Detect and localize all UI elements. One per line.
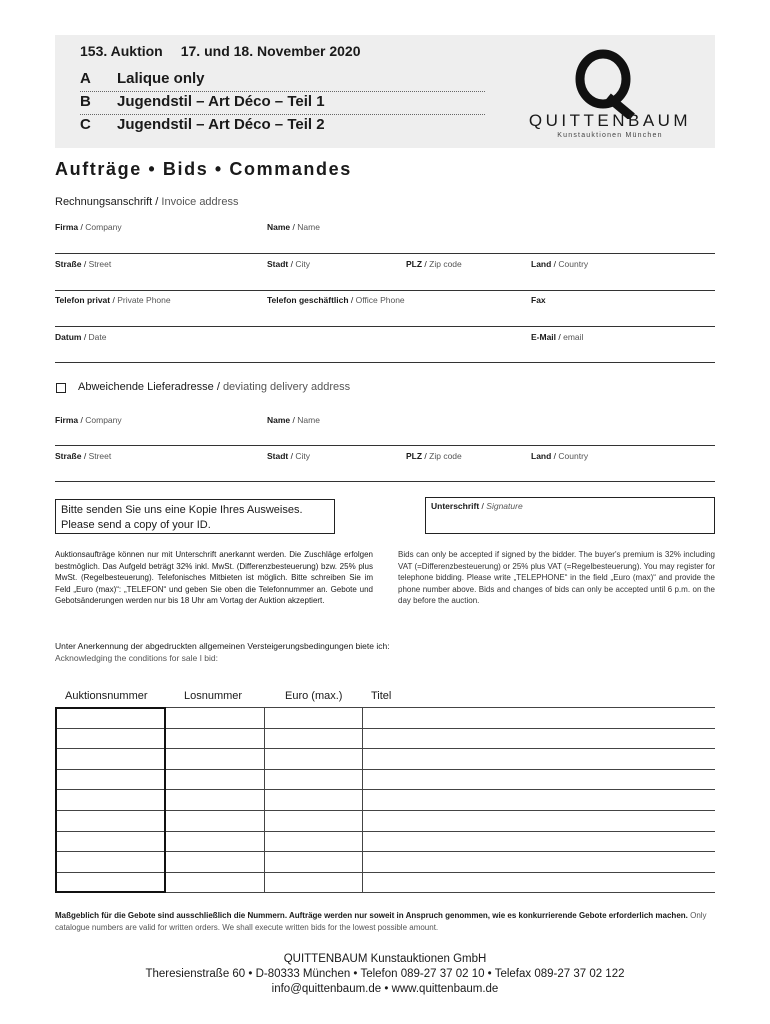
field-label-en: Zip code bbox=[429, 451, 462, 461]
footer-contact: info@quittenbaum.de • www.quittenbaum.de bbox=[271, 983, 499, 995]
invoice-name-field[interactable]: Name / Name bbox=[267, 222, 320, 232]
invoice-address-label: Rechnungsanschrift / Invoice address bbox=[55, 196, 239, 208]
field-label-en: Office Phone bbox=[355, 295, 405, 305]
field-label: PLZ bbox=[406, 451, 423, 461]
field-underline bbox=[55, 290, 715, 291]
field-label-en: Company bbox=[85, 222, 122, 232]
invoice-street-field[interactable]: Straße / Street bbox=[55, 259, 112, 269]
id-notice-de: Bitte senden Sie uns eine Kopie Ihres Ausweises. bbox=[61, 504, 303, 516]
field-label-en: Street bbox=[88, 259, 112, 269]
field-label-en: Country bbox=[558, 451, 589, 461]
field-label: Land bbox=[531, 451, 552, 461]
section-letter: A bbox=[80, 70, 91, 87]
signature-field[interactable]: Unterschrift / Signature bbox=[425, 497, 715, 534]
field-label-en: Zip code bbox=[429, 259, 462, 269]
acknowledge-text bbox=[55, 640, 390, 664]
field-label-en: Private Phone bbox=[117, 295, 171, 305]
auction-dates: 17. und 18. November 2020 bbox=[180, 43, 361, 59]
terms-german: Auktionsaufträge können nur mit Unterschrift anerkannt werden. Die Zuschläge erfolgen bestmöglich. Das Aufgeld beträgt 32% inkl. MwSt. (Differenzbesteuerung) bzw. 25% plus MwSt. (Regelbesteuerung). Telefonisches Mitbieten ist möglich. Bitte schreiben Sie im Feld „Euro (max)“: „TELEFON“ und geben Sie oben die Telefonnummer an. Gebote und Gebotsänderungen werden nur bis 18 Uhr am Vortag der Auktion akzeptiert. bbox=[55, 550, 373, 606]
field-label: Stadt bbox=[267, 451, 289, 461]
delivery-address-label: Abweichende Lieferadresse / deviating delivery address bbox=[78, 381, 351, 393]
header-banner bbox=[55, 35, 715, 148]
field-label-en: City bbox=[295, 451, 310, 461]
field-underline bbox=[55, 326, 715, 327]
field-label: Fax bbox=[531, 295, 546, 305]
delivery-city-field[interactable]: Stadt / City bbox=[267, 451, 310, 461]
field-underline bbox=[55, 362, 715, 363]
delivery-country-field[interactable]: Land / Country bbox=[531, 451, 589, 461]
invoice-fax-field[interactable] bbox=[531, 295, 546, 305]
invoice-country-field[interactable]: Land / Country bbox=[531, 259, 589, 269]
field-label-en: Street bbox=[88, 451, 112, 461]
signature-label-en: Signature bbox=[486, 501, 523, 511]
invoice-office-phone-field[interactable]: Telefon geschäftlich / Office Phone bbox=[267, 295, 405, 305]
section-label: Jugendstil – Art Déco – Teil 1 bbox=[117, 93, 325, 110]
invoice-private-phone-field[interactable]: Telefon privat / Private Phone bbox=[55, 295, 171, 305]
field-label: Telefon geschäftlich bbox=[267, 295, 349, 305]
label-en: Invoice address bbox=[161, 196, 239, 208]
field-label: Telefon privat bbox=[55, 295, 111, 305]
field-label: Name bbox=[267, 415, 291, 425]
id-notice-en: Please send a copy of your ID. bbox=[61, 519, 211, 531]
catalogue-note bbox=[55, 910, 715, 934]
field-label-en: Name bbox=[297, 222, 320, 232]
auction-line bbox=[80, 43, 361, 59]
field-label: Firma bbox=[55, 222, 79, 232]
section-letter: B bbox=[80, 93, 91, 110]
field-label-en: Company bbox=[85, 415, 122, 425]
field-label: Datum bbox=[55, 332, 82, 342]
label-de: Rechnungsanschrift bbox=[55, 196, 153, 208]
invoice-company-field[interactable]: Firma / Company bbox=[55, 222, 122, 232]
field-label: Straße bbox=[55, 259, 82, 269]
logo-subtitle: Kunstauktionen München bbox=[557, 132, 663, 139]
note-de: Maßgeblich für die Gebote sind ausschließlich die Nummern. Aufträge werden nur soweit in Anspruch genommen, wie es konkurrierende Gebote erforderlich machen. bbox=[55, 911, 688, 920]
column-header-lot-number: Losnummer bbox=[184, 690, 243, 702]
acknowledge-de: Unter Anerkennung der abgedruckten allgemeinen Versteigerungsbedingungen biete ich: bbox=[55, 641, 390, 651]
invoice-email-field[interactable]: E-Mail / email bbox=[531, 332, 584, 342]
section-letter: C bbox=[80, 116, 91, 133]
field-label: PLZ bbox=[406, 259, 423, 269]
logo-name: QUITTENBAUM bbox=[528, 111, 692, 130]
field-label: Land bbox=[531, 259, 552, 269]
column-divider bbox=[264, 707, 265, 893]
terms-english: Bids can only be accepted if signed by the bidder. The buyer's premium is 32% including VAT (=Differenzbesteuerung) or 25% plus VAT (=Regelbesteuerung). You may register for telephone bidding. Please write „TELEPHONE“ in the field „Euro (max)“ and provide the phone number above. Bids and changes of bids can only be accepted until 6 p.m. on the day before the auction. bbox=[398, 550, 715, 606]
field-underline bbox=[55, 445, 715, 446]
divider bbox=[80, 114, 485, 115]
delivery-address-checkbox[interactable] bbox=[56, 383, 66, 393]
field-label: Stadt bbox=[267, 259, 289, 269]
delivery-zip-field[interactable]: PLZ / Zip code bbox=[406, 451, 462, 461]
id-notice-box bbox=[55, 499, 335, 534]
delivery-name-field[interactable]: Name / Name bbox=[267, 415, 320, 425]
invoice-date-field[interactable]: Datum / Date bbox=[55, 332, 107, 342]
footer-address: Theresienstraße 60 • D-80333 München • Telefon 089-27 37 02 10 • Telefax 089-27 37 02 122 bbox=[145, 968, 625, 980]
signature-label: Unterschrift bbox=[431, 501, 480, 511]
field-underline bbox=[55, 481, 715, 482]
auction-number: 153. Auktion bbox=[80, 43, 163, 59]
field-label: Firma bbox=[55, 415, 79, 425]
page-title: Aufträge • Bids • Commandes bbox=[55, 159, 352, 179]
auction-number-column-box bbox=[55, 707, 166, 893]
quittenbaum-q-logo-icon bbox=[570, 47, 642, 119]
section-label: Jugendstil – Art Déco – Teil 2 bbox=[117, 116, 325, 133]
divider bbox=[80, 91, 485, 92]
field-label-en: Date bbox=[88, 332, 107, 342]
footer-company: QUITTENBAUM Kunstauktionen GmbH bbox=[283, 953, 487, 965]
acknowledge-en: Acknowledging the conditions for sale I bid: bbox=[55, 653, 219, 663]
field-label: Straße bbox=[55, 451, 82, 461]
field-label-en: Name bbox=[297, 415, 320, 425]
delivery-company-field[interactable]: Firma / Company bbox=[55, 415, 122, 425]
note-en: Only catalogue numbers are valid for written orders. We shall execute written bids for the lowest possible amount. bbox=[55, 911, 707, 932]
section-b bbox=[80, 93, 485, 110]
section-label: Lalique only bbox=[117, 70, 205, 87]
invoice-city-field[interactable]: Stadt / City bbox=[267, 259, 310, 269]
field-label-en: City bbox=[295, 259, 310, 269]
column-header-auction-number: Auktionsnummer bbox=[65, 690, 148, 702]
label-de: Abweichende Lieferadresse bbox=[78, 381, 214, 393]
section-a bbox=[80, 70, 485, 87]
section-c bbox=[80, 116, 485, 133]
field-label-en: Country bbox=[558, 259, 589, 269]
invoice-zip-field[interactable]: PLZ / Zip code bbox=[406, 259, 462, 269]
field-label: Name bbox=[267, 222, 291, 232]
label-en: deviating delivery address bbox=[222, 381, 351, 393]
field-label-en: email bbox=[563, 332, 584, 342]
delivery-street-field[interactable]: Straße / Street bbox=[55, 451, 112, 461]
column-header-title: Titel bbox=[371, 690, 392, 702]
column-divider bbox=[362, 707, 363, 893]
field-label: E-Mail bbox=[531, 332, 557, 342]
field-underline bbox=[55, 253, 715, 254]
column-header-max-euro: Euro (max.) bbox=[285, 690, 343, 702]
